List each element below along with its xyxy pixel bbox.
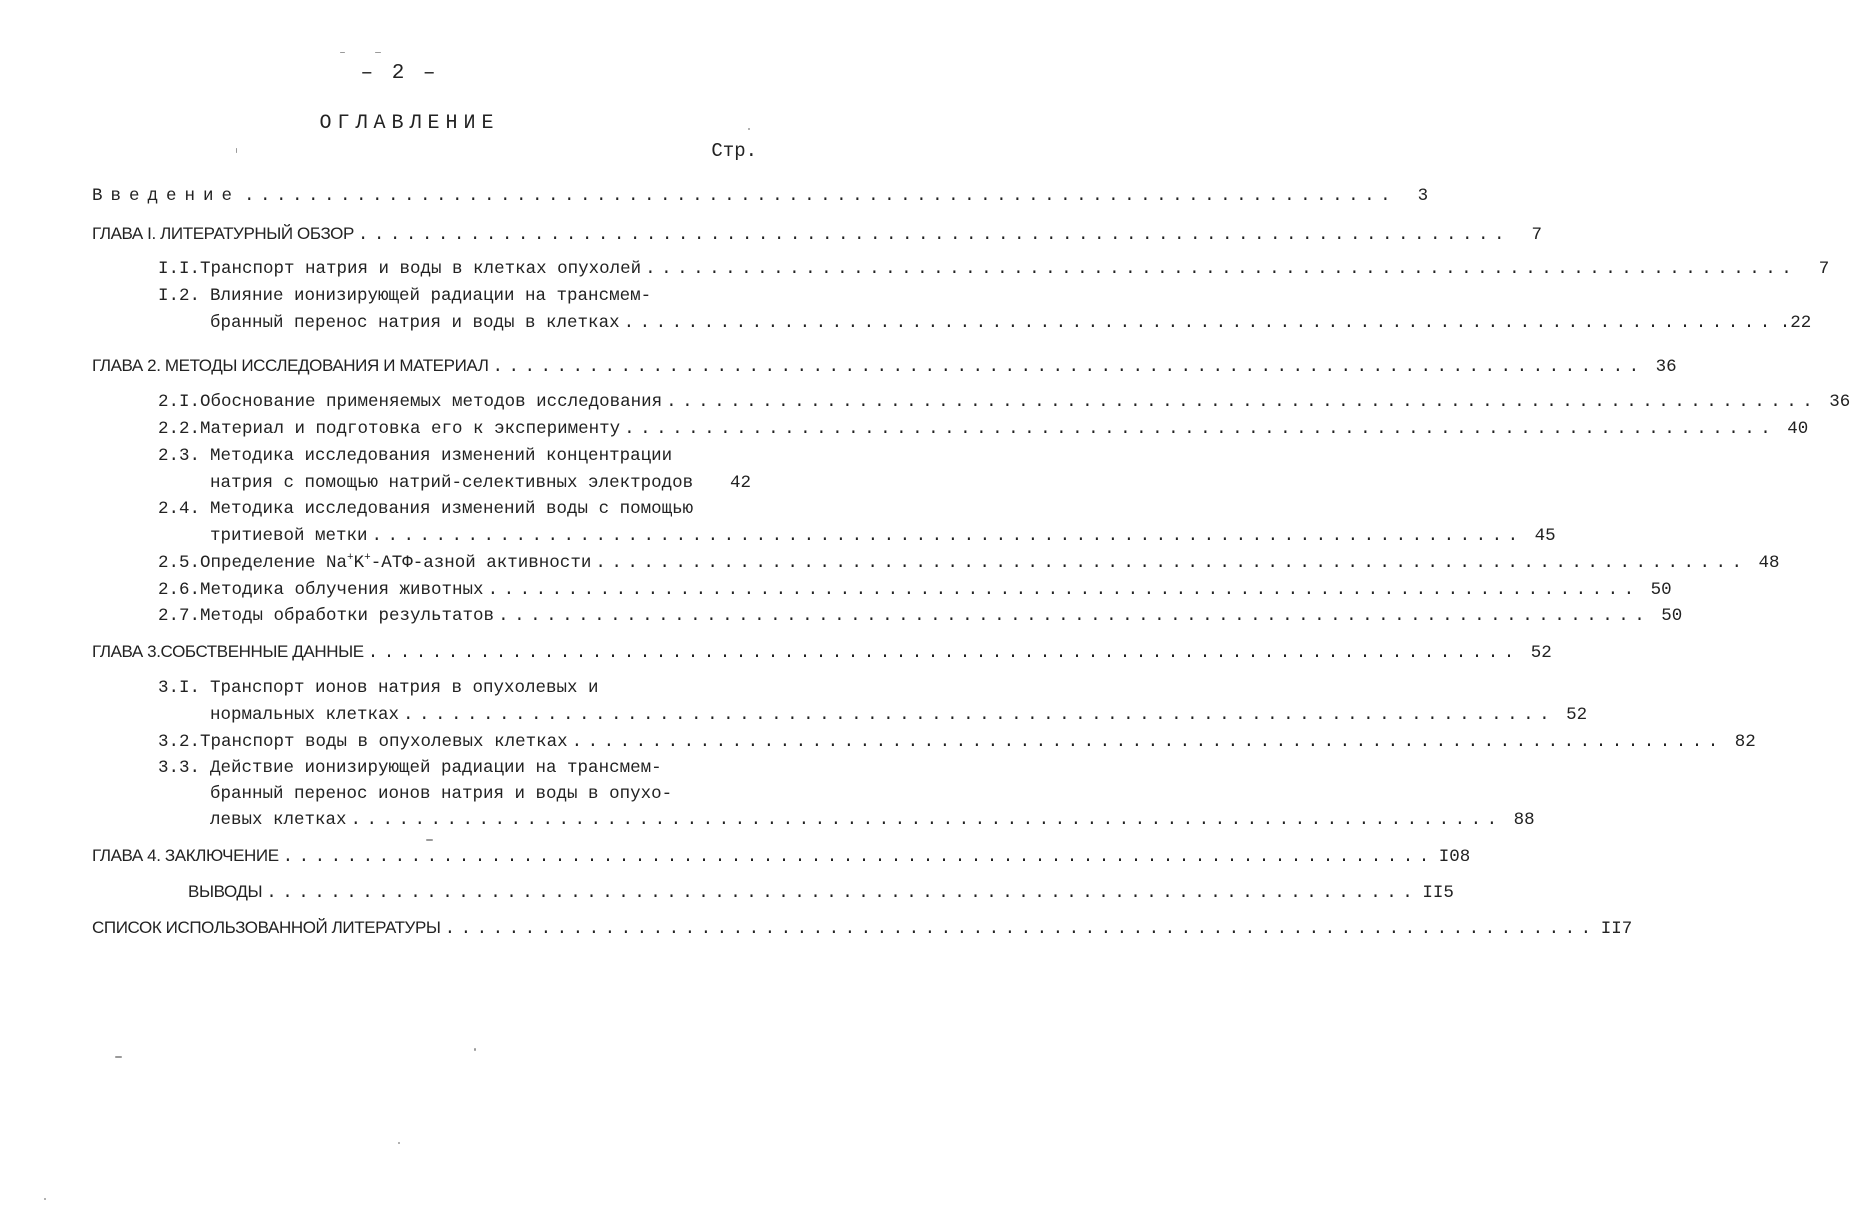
toc-entry-2-4-line1 xyxy=(158,498,693,520)
toc-entry-page: II5 xyxy=(1422,883,1454,903)
page-column-label: Стр. xyxy=(711,140,757,162)
dot-leader: ........................................................................ xyxy=(266,883,1419,903)
dot-leader: ........................................................................ xyxy=(595,553,1748,573)
dot-leader: ........................................................................ xyxy=(624,419,1777,439)
toc-entry-page: 82 xyxy=(1734,732,1756,752)
section-number: 2.5. xyxy=(158,553,201,573)
toc-entry-label: СПИСОК ИСПОЛЬЗОВАННОЙ ЛИТЕРАТУРЫ xyxy=(92,918,441,937)
section-number: 3.I. xyxy=(158,678,201,698)
toc-entry-introduction xyxy=(92,185,1429,207)
toc-entry-label: ВЫВОДЫ xyxy=(188,882,263,901)
toc-entry-page: 48 xyxy=(1758,553,1780,573)
scan-speck xyxy=(426,839,433,841)
toc-entry-chapter-3 xyxy=(92,641,1552,664)
toc-entry-2-3-line1 xyxy=(158,445,672,467)
toc-entry-3-3-line1 xyxy=(158,757,662,779)
toc-entry-3-1 xyxy=(210,704,1588,726)
toc-entry-page: 36 xyxy=(1655,357,1677,377)
dot-leader: ........................................................................ xyxy=(403,705,1556,725)
dot-leader: ........................................................................ xyxy=(367,643,1520,663)
scan-speck xyxy=(748,128,750,130)
scan-speck xyxy=(115,1056,122,1058)
dot-leader: ........................................................................ xyxy=(666,392,1819,412)
scan-speck xyxy=(474,1048,476,1051)
toc-entry-2-2 xyxy=(158,418,1809,440)
section-number: 2.7. xyxy=(158,606,201,626)
toc-entry-page: II7 xyxy=(1600,919,1633,939)
toc-entry-label: Методика исследования изменений концентрации xyxy=(210,446,673,466)
toc-entry-label: Обоснование применяемых методов исследования xyxy=(200,392,663,412)
toc-entry-page: 50 xyxy=(1661,606,1683,626)
toc-entry-label: Введение xyxy=(92,186,241,206)
dot-leader: ........................................................................ xyxy=(282,847,1435,867)
toc-entry-label: ГЛАВА I. ЛИТЕРАТУРНЫЙ ОБЗОР xyxy=(92,224,354,243)
dot-leader: ........................................................................ xyxy=(371,526,1524,546)
toc-entry-page: 88 xyxy=(1513,810,1535,830)
toc-entry-chapter-4 xyxy=(92,845,1471,868)
dot-leader: ........................................................................ xyxy=(357,225,1511,245)
section-number: 2.I. xyxy=(158,392,201,412)
toc-entry-3-3-line2 xyxy=(210,783,672,805)
page-number: – 2 – xyxy=(360,62,439,85)
section-number: 3.3. xyxy=(158,758,201,778)
toc-entry-label: Материал и подготовка его к эксперименту xyxy=(200,419,621,439)
toc-entry-label-cont: бранный перенос ионов натрия и воды в опухо- xyxy=(210,784,673,804)
toc-entry-2-7 xyxy=(158,605,1683,627)
section-number: I.I. xyxy=(158,259,201,279)
toc-entry-page: I08 xyxy=(1438,847,1471,867)
dot-leader: ........................................................................ xyxy=(244,186,1397,206)
toc-entry-label: Методы обработки результатов xyxy=(200,606,495,626)
toc-entry-2-3 xyxy=(210,472,751,494)
toc-entry-1-1 xyxy=(158,258,1830,280)
toc-entry-label: ГЛАВА 4. ЗАКЛЮЧЕНИЕ xyxy=(92,846,279,865)
toc-entry-page: 7 xyxy=(1531,225,1543,245)
section-number: I.2. xyxy=(158,286,201,306)
scan-speck xyxy=(398,1142,400,1144)
toc-entry-page: 50 xyxy=(1650,580,1672,600)
toc-entry-label-cont: натрия с помощью натрий-селективных электродов xyxy=(210,473,694,493)
dot-leader: ........................................................................ xyxy=(350,810,1503,830)
section-number: 2.6. xyxy=(158,580,201,600)
toc-entry-label: Определение Na+K+-АТФ-азной активности xyxy=(200,552,592,573)
dot-leader: ........................................................................ xyxy=(487,580,1640,600)
toc-entry-label: Транспорт натрия и воды в клетках опухолей xyxy=(200,259,642,279)
toc-entry-3-1-line1 xyxy=(158,677,599,699)
toc-entry-label: Транспорт ионов натрия в опухолевых и xyxy=(210,678,599,698)
section-number: 2.2. xyxy=(158,419,201,439)
dot-leader: ........................................................................ xyxy=(498,606,1651,626)
toc-entry-2-6 xyxy=(158,579,1672,601)
section-number: 2.3. xyxy=(158,446,201,466)
toc-entry-label: ГЛАВА 2. МЕТОДЫ ИССЛЕДОВАНИЯ И МАТЕРИАЛ xyxy=(92,356,489,375)
section-number: 3.2. xyxy=(158,732,201,752)
toc-entry-label: Влияние ионизирующей радиации на трансмем- xyxy=(210,286,652,306)
toc-entry-page: 40 xyxy=(1787,419,1809,439)
toc-entry-label: Транспорт воды в опухолевых клетках xyxy=(200,732,568,752)
section-number: 2.4. xyxy=(158,499,201,519)
scan-speck xyxy=(340,52,345,53)
dot-leader: ........................................................................ xyxy=(623,313,1776,333)
toc-entry-2-5 xyxy=(158,552,1780,574)
toc-entry-page: .22 xyxy=(1779,313,1812,333)
toc-entry-1-2-line1 xyxy=(158,285,651,307)
toc-entry-conclusions xyxy=(188,881,1454,904)
toc-entry-page: 3 xyxy=(1417,186,1429,206)
dot-leader: ........................................................................ xyxy=(492,357,1645,377)
dot-leader: ........................................................................ xyxy=(645,259,1798,279)
toc-entry-page: 7 xyxy=(1818,259,1830,279)
toc-entry-page: 52 xyxy=(1566,705,1588,725)
toc-entry-page: 45 xyxy=(1534,526,1556,546)
toc-title: ОГЛАВЛЕНИЕ xyxy=(319,112,500,135)
scan-speck xyxy=(375,52,381,53)
toc-entry-label-cont: нормальных клетках xyxy=(210,705,400,725)
toc-entry-page: 52 xyxy=(1530,643,1552,663)
toc-entry-page: 36 xyxy=(1829,392,1850,412)
toc-entry-2-4 xyxy=(210,525,1556,547)
toc-entry-label-cont: тритиевой метки xyxy=(210,526,368,546)
dot-leader: ........................................................................ xyxy=(444,919,1597,939)
toc-entry-3-3 xyxy=(210,809,1535,831)
toc-entry-2-1 xyxy=(158,391,1850,413)
toc-entry-label: ГЛАВА 3.СОБСТВЕННЫЕ ДАННЫЕ xyxy=(92,642,364,661)
toc-entry-label: Действие ионизирующей радиации на трансмем- xyxy=(210,758,662,778)
toc-entry-chapter-1 xyxy=(92,223,1543,246)
toc-entry-label: Методика облучения животных xyxy=(200,580,484,600)
scan-speck xyxy=(236,148,237,153)
toc-entry-page: 42 xyxy=(729,473,751,493)
toc-entry-label-cont: левых клетках xyxy=(210,810,347,830)
toc-entry-label-cont: бранный перенос натрия и воды в клетках xyxy=(210,313,620,333)
dot-leader: ........................................................................ xyxy=(571,732,1724,752)
toc-entry-1-2 xyxy=(210,312,1812,334)
scan-speck xyxy=(44,1198,46,1200)
toc-entry-references xyxy=(92,917,1633,940)
toc-entry-3-2 xyxy=(158,731,1756,753)
toc-entry-chapter-2 xyxy=(92,355,1677,378)
toc-entry-label: Методика исследования изменений воды с помощью xyxy=(210,499,694,519)
